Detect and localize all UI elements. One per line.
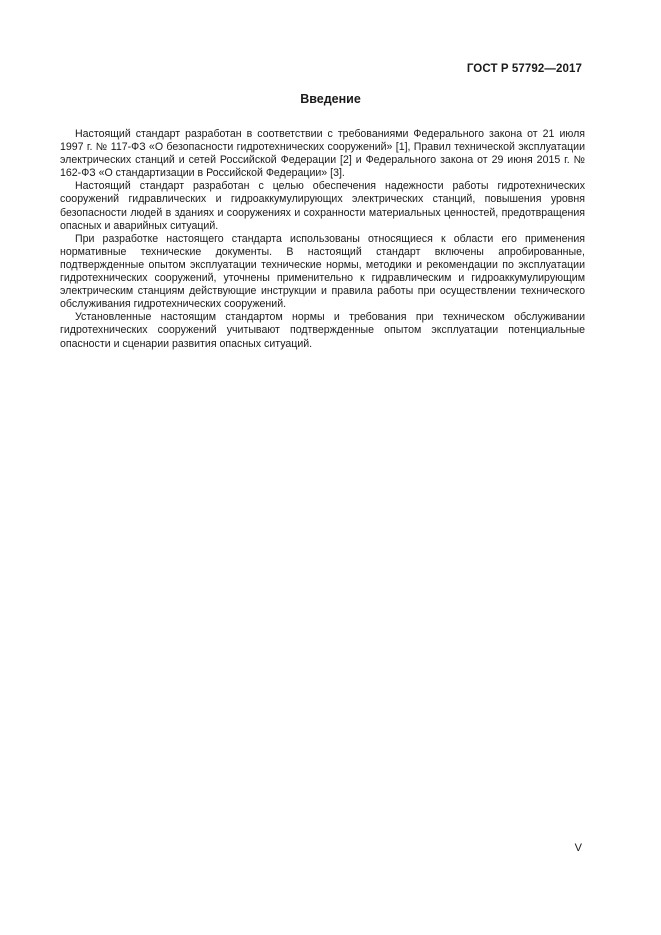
introduction-body xyxy=(60,128,585,351)
document-code: ГОСТ Р 57792—2017 xyxy=(466,63,582,75)
paragraph-sources: При разработке настоящего стандарта использованы относящиеся к области его применения нормативные технические документы. В настоящий стандарт включены апробированные, подтвержденные опытом эксплуатации технические нормы, методики и рекомендации по эксплуатации гидротехнических сооружений, уточнены применительно к гидравлическим и гидроаккумулирующим электрическим станциям действующие инструкции и правила работы при осуществлении технического обслуживания гидротехнических сооружений. xyxy=(60,232,585,311)
paragraph-requirements: Установленные настоящим стандартом нормы и требования при техническом обслуживании гидротехнических сооружений учитывают подтвержденные опытом эксплуатации потенциальные опасности и сценарии развития опасных ситуаций. xyxy=(60,311,585,350)
section-title: Введение xyxy=(300,92,361,106)
paragraph-legal-basis: Настоящий стандарт разработан в соответствии с требованиями Федерального закона от 21 июля 1997 г. № 117-ФЗ «О безопасности гидротехнических сооружений» [1], Правил технической эксплуатации электрических станций и сетей Российской Федерации [2] и Федерального закона от 29 июня 2015 г. № 162-ФЗ «О стандартизации в Российской Федерации» [3]. xyxy=(60,128,585,180)
paragraph-purpose: Настоящий стандарт разработан с целью обеспечения надежности работы гидротехнических сооружений гидравлических и гидроаккумулирующих электрических станций, повышения уровня безопасности людей в зданиях и сооружениях и сохранности материальных ценностей, предотвращения опасных и аварийных ситуаций. xyxy=(60,180,585,232)
page-number: V xyxy=(574,842,582,854)
